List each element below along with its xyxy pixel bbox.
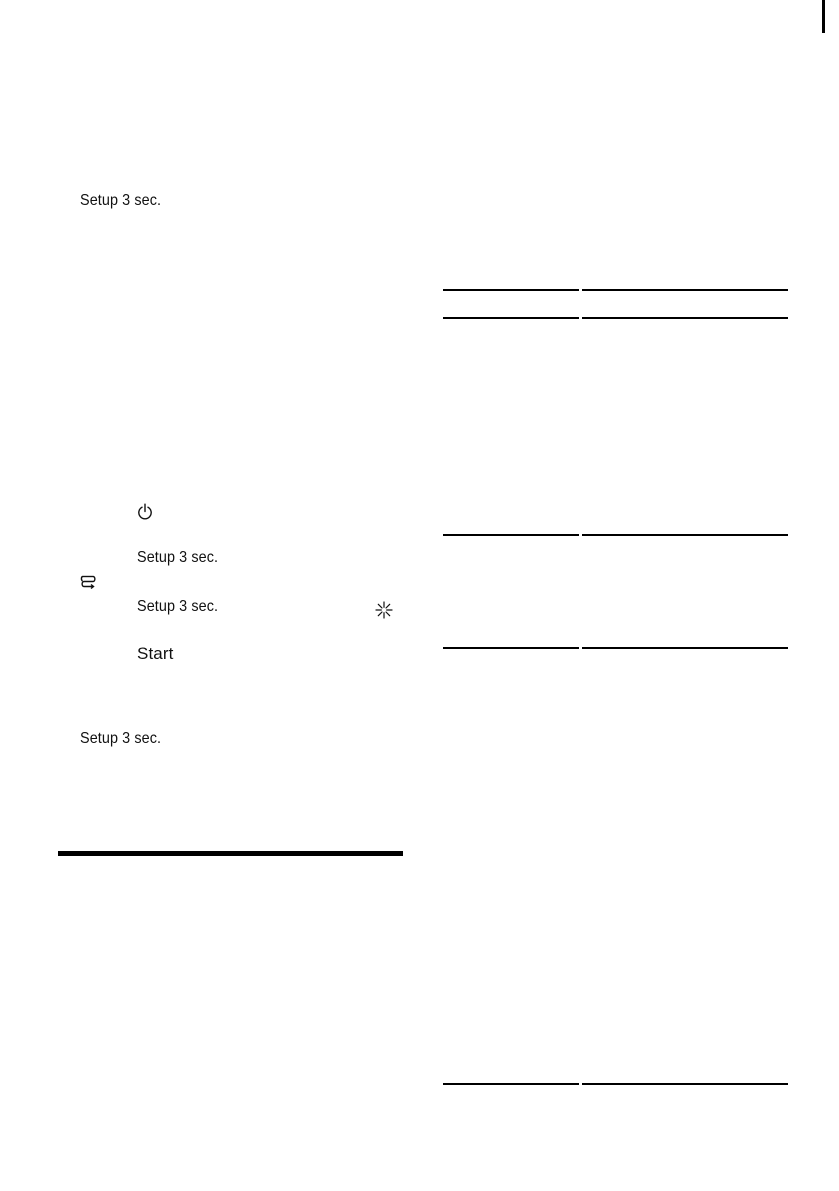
program-cycle-icon bbox=[79, 574, 97, 590]
page-edge-marker bbox=[822, 0, 825, 33]
table-row-divider bbox=[582, 647, 788, 649]
table-header-rule-bottom bbox=[582, 317, 788, 319]
setup-button-label-bottom: Setup 3 sec. bbox=[80, 730, 162, 747]
table-bottom-rule bbox=[582, 1083, 788, 1085]
table-row-divider bbox=[443, 534, 579, 536]
start-button-label: Start bbox=[137, 644, 174, 663]
power-icon bbox=[137, 503, 153, 521]
table-row-divider bbox=[443, 647, 579, 649]
table-row-divider bbox=[582, 534, 788, 536]
table-header-rule-top bbox=[443, 289, 579, 291]
table-header-rule-bottom bbox=[443, 317, 579, 319]
setup-button-label-step: Setup 3 sec. bbox=[137, 549, 219, 566]
section-heading-bar bbox=[58, 851, 403, 856]
flash-icon bbox=[375, 601, 393, 619]
setup-button-label-confirm: Setup 3 sec. bbox=[137, 598, 219, 615]
table-header-rule-top bbox=[582, 289, 788, 291]
setup-button-label-top: Setup 3 sec. bbox=[80, 192, 162, 209]
table-bottom-rule bbox=[443, 1083, 579, 1085]
